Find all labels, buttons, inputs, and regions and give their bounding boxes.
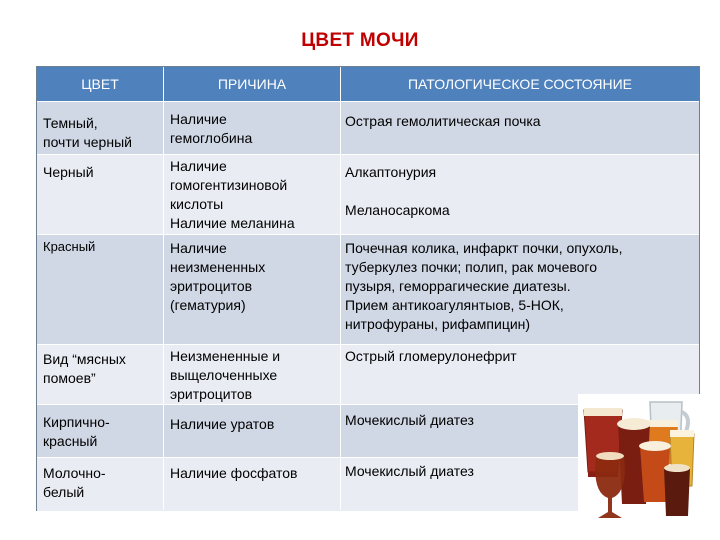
cell-color: Темный, почти черный [43, 115, 132, 150]
cell-cause: Наличие уратов [170, 416, 275, 432]
cell-color: Красный [43, 239, 96, 254]
header-cause: ПРИЧИНА [164, 67, 340, 101]
header-color: ЦВЕТ [37, 67, 163, 101]
header-condition: ПАТОЛОГИЧЕСКОЕ СОСТОЯНИЕ [341, 67, 699, 101]
cell-condition: Острая гемолитическая почка [345, 113, 541, 129]
table-row [37, 234, 699, 345]
cell-condition: Мочекислый диатез [345, 463, 474, 479]
cell-condition: Мочекислый диатез [345, 412, 474, 428]
column-divider [340, 67, 341, 510]
table-row [37, 154, 699, 235]
column-divider [163, 67, 164, 510]
cell-color: Черный [43, 164, 94, 180]
cell-color: Молочно- белый [43, 465, 106, 500]
cell-color: Кирпично- красный [43, 414, 110, 449]
cell-cause: Наличие неизмененных эритроцитов (гематурия) [170, 240, 266, 313]
table-row [37, 101, 699, 155]
cell-color: Вид “мясных помоев” [43, 351, 126, 386]
cell-condition: Алкаптонурия Меланосаркома [345, 164, 450, 218]
beer-glasses-icon [578, 394, 702, 522]
cell-condition: Острый гломерулонефрит [345, 348, 517, 364]
cell-cause: Наличие фосфатов [170, 465, 298, 481]
cell-cause: Наличие гемоглобина [170, 111, 253, 146]
cell-cause: Неизмененные и выщелоченныхе эритроцитов [170, 348, 281, 402]
page-title: ЦВЕТ МОЧИ [301, 30, 419, 51]
cell-condition: Почечная колика, инфаркт почки, опухоль, туберкулез почки; полип, рак мочевого пузыря, геморрагические диатезы. Прием антикоагулянтыов, 5-НОК, нитрофураны, рифампицин) [345, 240, 623, 332]
cell-cause: Наличие гомогентизиновой кислоты Наличие меланина [170, 158, 295, 231]
